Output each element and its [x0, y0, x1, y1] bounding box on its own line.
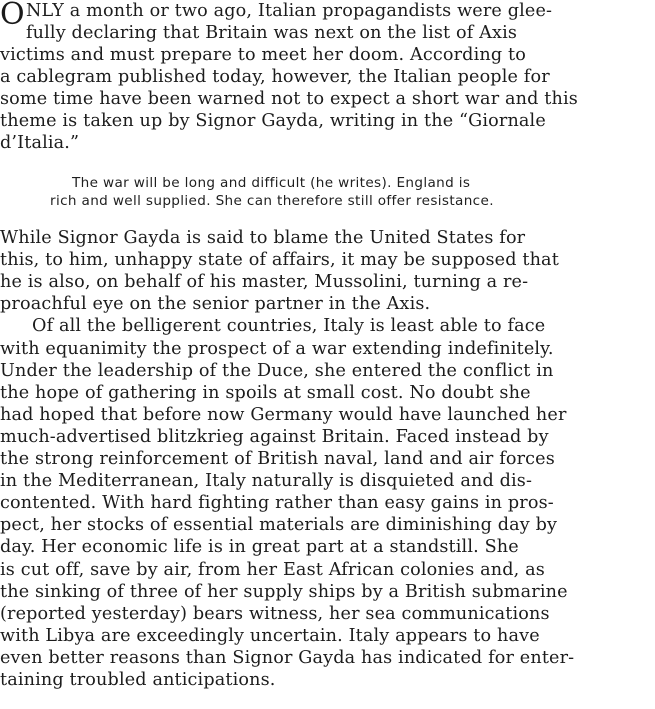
text-line: While Signor Gayda is said to blame the United States for: [0, 228, 526, 248]
text-line: Of all the belligerent countries, Italy is least able to face: [32, 316, 546, 336]
text-line: (reported yesterday) bears witness, her sea communications: [0, 604, 550, 624]
text-line: some time have been warned not to expect a short war and this: [0, 89, 578, 109]
text-line: Under the leadership of the Duce, she entered the conflict in: [0, 361, 554, 381]
text-line: this, to him, unhappy state of affairs, it may be supposed that: [0, 250, 559, 270]
text-line: pect, her stocks of essential materials are diminishing day by: [0, 515, 558, 535]
text-line: day. Her economic life is in great part at a standstill. She: [0, 537, 519, 557]
text-line: contented. With hard fighting rather than easy gains in pros-: [0, 493, 554, 513]
text-line: the hope of gathering in spoils at small cost. No doubt she: [0, 383, 531, 403]
text-line: he is also, on behalf of his master, Mussolini, turning a re-: [0, 272, 529, 292]
text-line: even better reasons than Signor Gayda has indicated for enter-: [0, 648, 575, 668]
text-line: victims and must prepare to meet her doom. According to: [0, 45, 526, 65]
text-line: with equanimity the prospect of a war extending indefinitely.: [0, 339, 554, 359]
text-line: taining troubled anticipations.: [0, 670, 276, 690]
text-line: is cut off, save by air, from her East African colonies and, as: [0, 560, 545, 580]
text-line: proachful eye on the senior partner in the Axis.: [0, 294, 431, 314]
text-line: NLY a month or two ago, Italian propagandists were glee-: [26, 1, 553, 21]
text-line: theme is taken up by Signor Gayda, writing in the “Giornale: [0, 111, 546, 131]
text-line: fully declaring that Britain was next on the list of Axis: [26, 23, 518, 43]
drop-cap: O: [0, 0, 25, 32]
text-line: much-advertised blitzkrieg against Britain. Faced instead by: [0, 427, 549, 447]
text-line: with Libya are exceedingly uncertain. Italy appears to have: [0, 626, 540, 646]
text-line: had hoped that before now Germany would have launched her: [0, 405, 567, 425]
quote-line: rich and well supplied. She can therefore still offer resistance.: [50, 193, 494, 209]
text-line: the sinking of three of her supply ships by a British submarine: [0, 582, 568, 602]
text-line: a cablegram published today, however, the Italian people for: [0, 67, 550, 87]
text-line: d’Italia.”: [0, 133, 80, 153]
text-line: the strong reinforcement of British naval, land and air forces: [0, 449, 555, 469]
quote-line: The war will be long and difficult (he writes). England is: [72, 175, 471, 191]
text-line: in the Mediterranean, Italy naturally is disquieted and dis-: [0, 471, 533, 491]
